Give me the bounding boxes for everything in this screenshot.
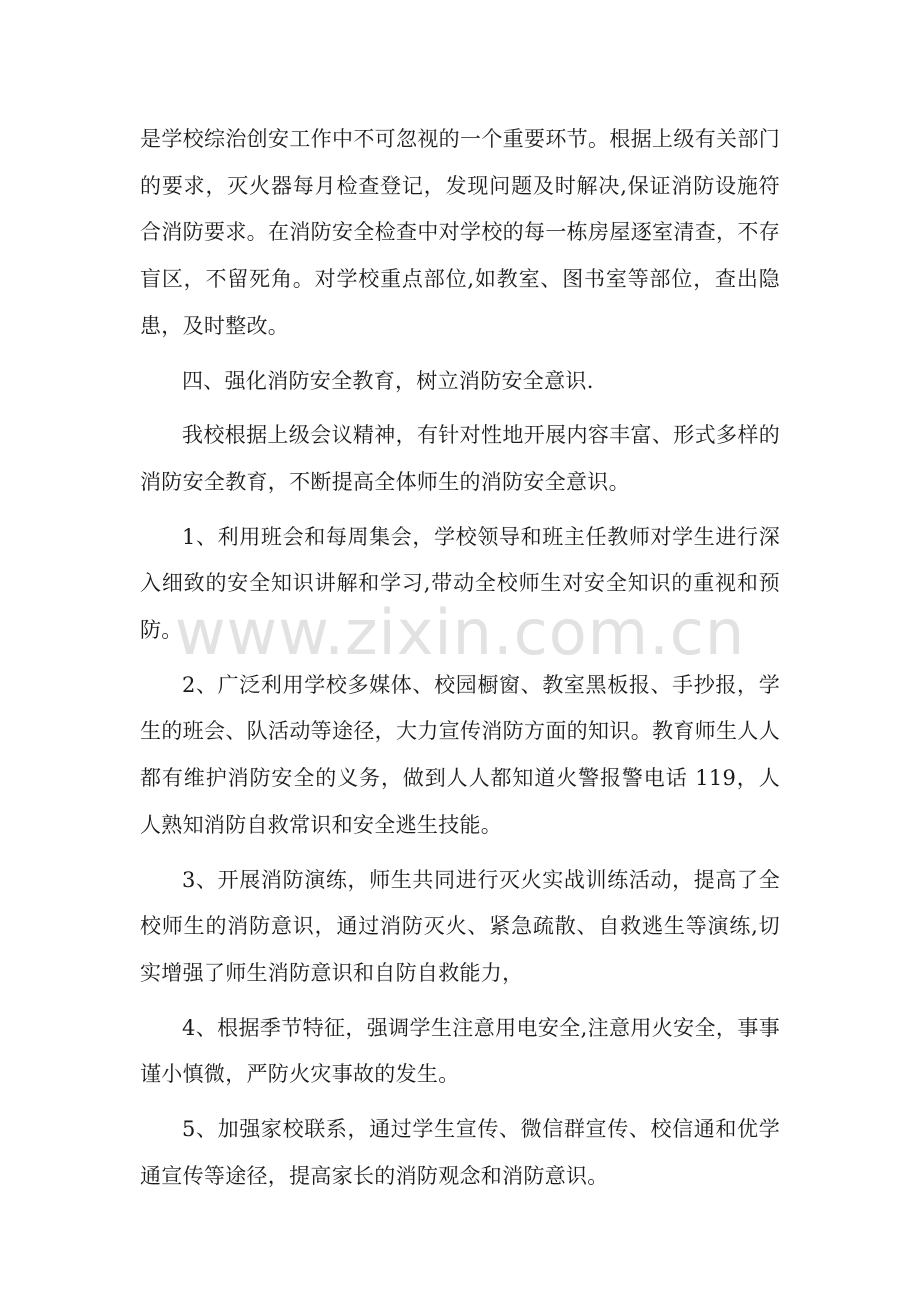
list-item-3: 3、开展消防演练，师生共同进行灭火实战训练活动，提高了全校师生的消防意识，通过消防灭火、紧急疏散、自救逃生等演练,切实增强了师生消防意识和自防自救能力， [140,867,780,985]
list-item-4: 4、根据季节特征，强调学生注意用电安全,注意用火安全，事事谨小慎微，严防火灾事故的发生。 [140,1015,780,1087]
paragraph-fire-inspection: 是学校综治创安工作中不可忽视的一个重要环节。根据上级有关部门的要求，灭火器每月检查登记，发现问题及时解决,保证消防设施符合消防要求。在消防安全检查中对学校的每一栋房屋逐室清查，不存盲区，不留死角。对学校重点部位,如教室、图书室等部位，查出隐患，及时整改。 [140,127,780,338]
watermark-text: www.zixin.com.cn [174,596,746,669]
section-heading-fire-education: 四、强化消防安全教育，树立消防安全意识. [182,368,594,393]
paragraph-education-intro: 我校根据上级会议精神，有针对性地开展内容丰富、形式多样的消防安全教育，不断提高全体师生的消防安全意识。 [140,423,780,494]
list-item-5: 5、加强家校联系，通过学生宣传、微信群宣传、校信通和优学通宣传等途径，提高家长的消防观念和消防意识。 [140,1117,780,1188]
list-item-2: 2、广泛利用学校多媒体、校园橱窗、教室黑板报、手抄报，学生的班会、队活动等途径，大力宣传消防方面的知识。教育师生人人都有维护消防安全的义务，做到人人都知道火警报警电话 119，人人熟知消防自救常识和安全逃生技能。 [140,672,780,837]
list-item-1: 1、利用班会和每周集会，学校领导和班主任教师对学生进行深入细致的安全知识讲解和学习,带动全校师生对安全知识的重视和预防。 [140,524,780,643]
document-body [140,116,780,1199]
